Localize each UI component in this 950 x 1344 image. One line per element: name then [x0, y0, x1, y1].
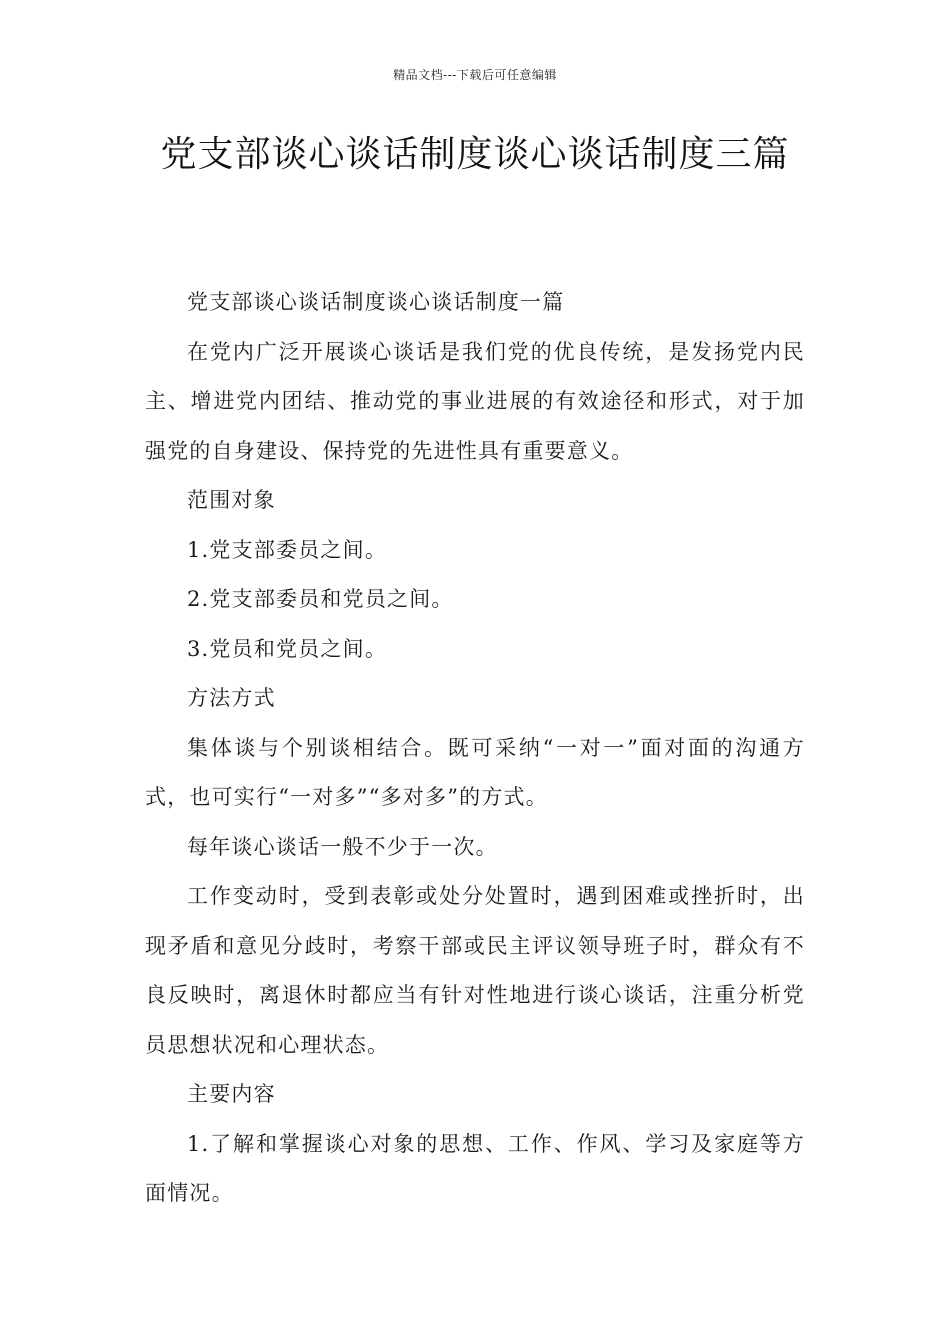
list-item: 3.党员和党员之间。	[187, 636, 388, 661]
list-item: 1.党支部委员之间。	[187, 537, 388, 562]
paragraph: 集体谈与个别谈相结合。既可采纳“一对一”面对面的沟通方式，也可实行“一对多”“多对多”的方式。	[145, 735, 805, 809]
list-item: 1.了解和掌握谈心对象的思想、工作、作风、学习及家庭等方面情况。	[145, 1131, 805, 1205]
intro-paragraph: 在党内广泛开展谈心谈话是我们党的优良传统，是发扬党内民主、增进党内团结、推动党的事业进展的有效途径和形式，对于加强党的自身建设、保持党的先进性具有重要意义。	[145, 339, 805, 463]
section-subtitle: 党支部谈心谈话制度谈心谈话制度一篇	[187, 290, 565, 314]
list-item: 2.党支部委员和党员之间。	[187, 587, 454, 611]
section-heading-scope: 范围对象	[187, 488, 276, 512]
section-heading-content: 主要内容	[187, 1082, 276, 1106]
document-title: 党支部谈心谈话制度谈心谈话制度三篇	[160, 134, 790, 175]
section-heading-methods: 方法方式	[187, 686, 276, 710]
paragraph: 每年谈心谈话一般不少于一次。	[187, 834, 498, 859]
header-note: 精品文档---下载后可任意编辑	[393, 68, 557, 82]
paragraph: 工作变动时，受到表彰或处分处置时，遇到困难或挫折时，出现矛盾和意见分歧时，考察干部或民主评议领导班子时，群众有不良反映时，离退休时都应当有针对性地进行谈心谈话，注重分析党员思想状况和心理状态。	[145, 884, 805, 1057]
document-body	[145, 278, 805, 1219]
